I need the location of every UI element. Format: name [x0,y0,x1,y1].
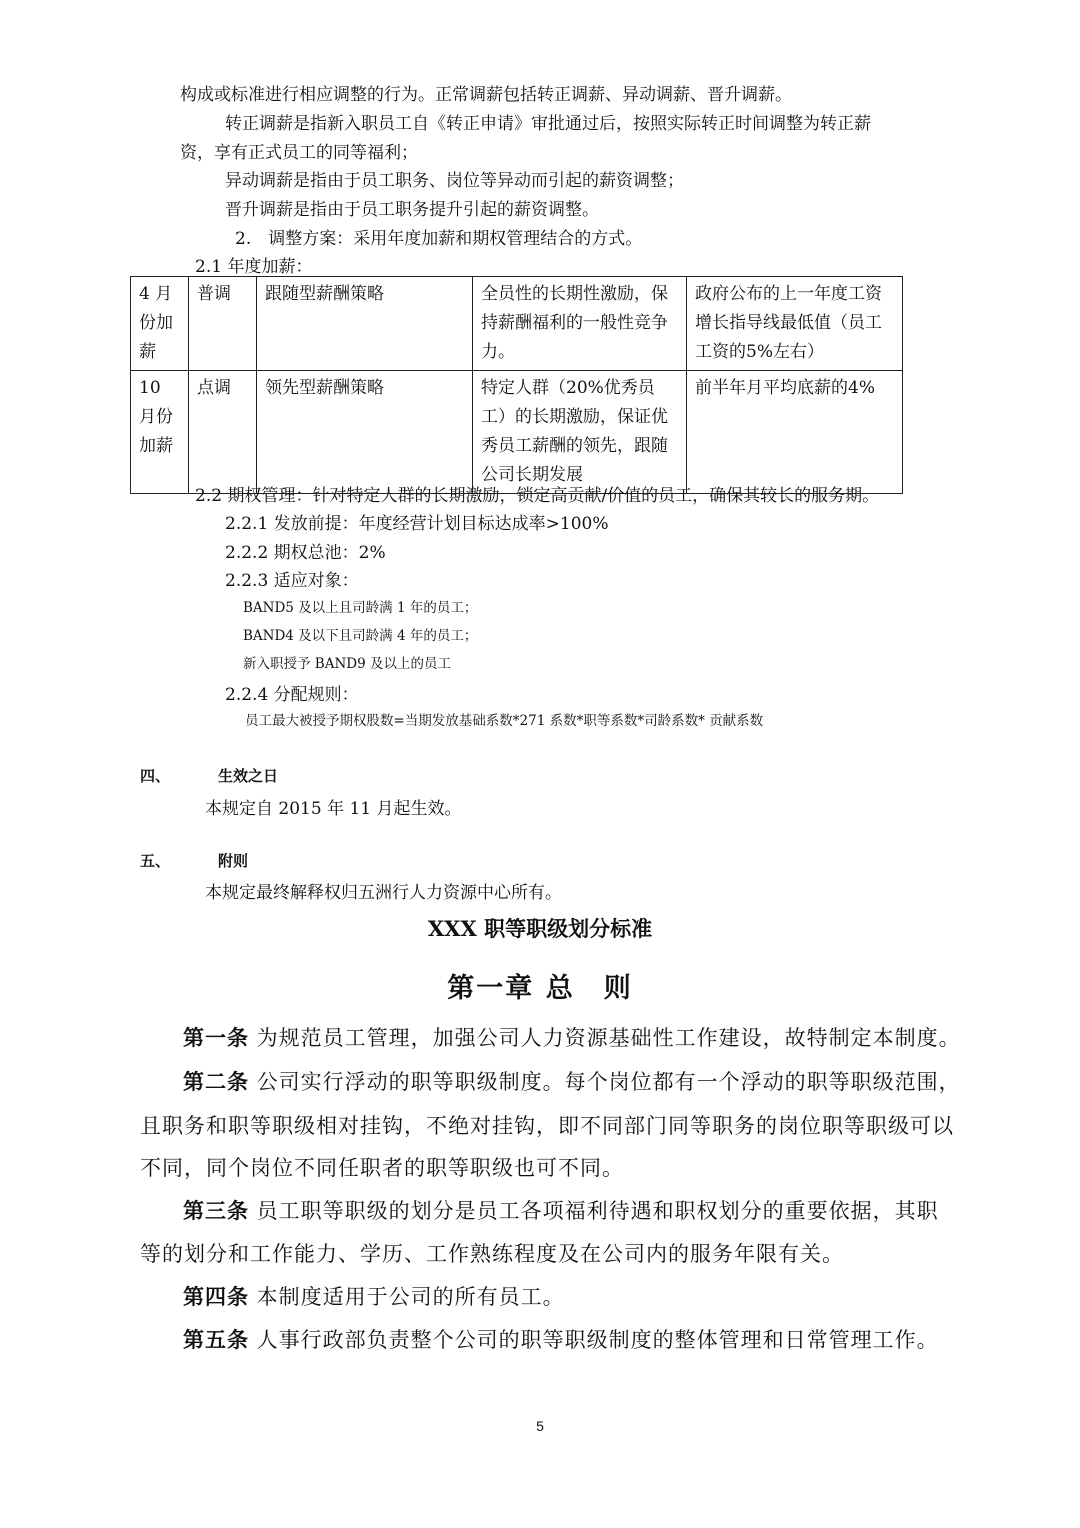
table-cell: 特定人群（20%优秀员工）的长期激励，保证优秀员工薪酬的领先，跟随公司长期发展 [473,371,687,494]
section-4-title: 生效之日 [218,767,279,785]
annual-raise-heading: 2.1 年度加薪： [195,257,313,277]
table-cell: 点调 [189,371,257,494]
table-row [131,371,903,494]
intro-line-3: 资，享有正式员工的同等福利； [180,143,418,163]
options-item-1: 2.2.1 发放前提：年度经营计划目标达成率>100% [225,514,609,534]
table-cell: 跟随型薪酬策略 [257,277,473,371]
article-text: 员工职等职级的划分是员工各项福利待遇和职权划分的重要依据，其职 [249,1199,939,1223]
section-4-body: 本规定自 2015 年 11 月起生效。 [205,799,462,819]
table-cell: 4 月份加薪 [131,277,189,371]
intro-line-4: 异动调薪是指由于员工职务、岗位等异动而引起的薪资调整； [225,171,684,191]
distribution-formula: 员工最大被授予期权股数=当期发放基础系数*271 系数*职等系数*司龄系数* 贡献系数 [245,713,764,729]
article-text: 公司实行浮动的职等职级制度。每个岗位都有一个浮动的职等职级范围， [249,1070,961,1094]
options-item-3: 2.2.3 适应对象： [225,571,359,591]
intro-line-1: 构成或标准进行相应调整的行为。正常调薪包括转正调薪、异动调薪、晋升调薪。 [180,85,792,105]
target-3: 新入职授予 BAND9 及以上的员工 [243,656,451,672]
article-1 [183,1022,961,1052]
article-3 [183,1195,939,1225]
document-title: XXX 职等职级划分标准 [427,916,653,941]
table-cell: 领先型薪酬策略 [257,371,473,494]
target-1: BAND5 及以上且司龄满 1 年的员工； [243,600,478,616]
section-4-number: 四、 [140,767,171,785]
article-label: 第四条 [183,1284,249,1309]
article-text: 为规范员工管理，加强公司人力资源基础性工作建设，故特制定本制度。 [249,1026,961,1050]
options-item-2: 2.2.2 期权总池：2% [225,543,386,563]
article-5 [183,1324,939,1354]
section-5-number: 五、 [140,852,171,870]
table-cell: 普调 [189,277,257,371]
section-5-title: 附则 [218,852,249,870]
table-row [131,277,903,371]
chapter-title: 第一章 总 则 [447,973,633,1004]
article-4 [183,1281,565,1311]
article-label: 第三条 [183,1198,249,1223]
options-item-4: 2.2.4 分配规则： [225,685,359,705]
article-label: 第一条 [183,1025,249,1050]
intro-line-2: 转正调薪是指新入职员工自《转正申请》审批通过后，按照实际转正时间调整为转正薪 [225,114,871,134]
article-3-line-2: 等的划分和工作能力、学历、工作熟练程度及在公司内的服务年限有关。 [140,1242,844,1266]
article-label: 第五条 [183,1327,249,1352]
target-2: BAND4 及以下且司龄满 4 年的员工； [243,628,478,644]
article-text: 人事行政部负责整个公司的职等职级制度的整体管理和日常管理工作。 [249,1328,939,1352]
article-2-line-3: 不同，同个岗位不同任职者的职等职级也可不同。 [140,1156,624,1180]
table-cell: 政府公布的上一年度工资增长指导线最低值（员工工资的5%左右） [687,277,903,371]
section-5-body: 本规定最终解释权归五洲行人力资源中心所有。 [205,883,562,903]
intro-line-5: 晋升调薪是指由于员工职务提升引起的薪资调整。 [225,200,599,220]
adjustment-plan: 2. 调整方案：采用年度加薪和期权管理结合的方式。 [235,229,643,249]
article-label: 第二条 [183,1069,249,1094]
annual-raise-table [130,276,903,494]
article-2 [183,1066,961,1096]
page-number: 5 [536,1418,544,1434]
table-cell: 全员性的长期性激励，保持薪酬福利的一般性竞争力。 [473,277,687,371]
article-text: 本制度适用于公司的所有员工。 [249,1285,565,1309]
table-cell: 10 月份加薪 [131,371,189,494]
options-heading: 2.2 期权管理：针对特定人群的长期激励，锁定高贡献/价值的员工，确保其较长的服务期。 [195,486,880,506]
table-cell: 前半年月平均底薪的4% [687,371,903,494]
article-2-line-2: 且职务和职等职级相对挂钩，不绝对挂钩，即不同部门同等职务的岗位职等职级可以 [140,1114,954,1138]
